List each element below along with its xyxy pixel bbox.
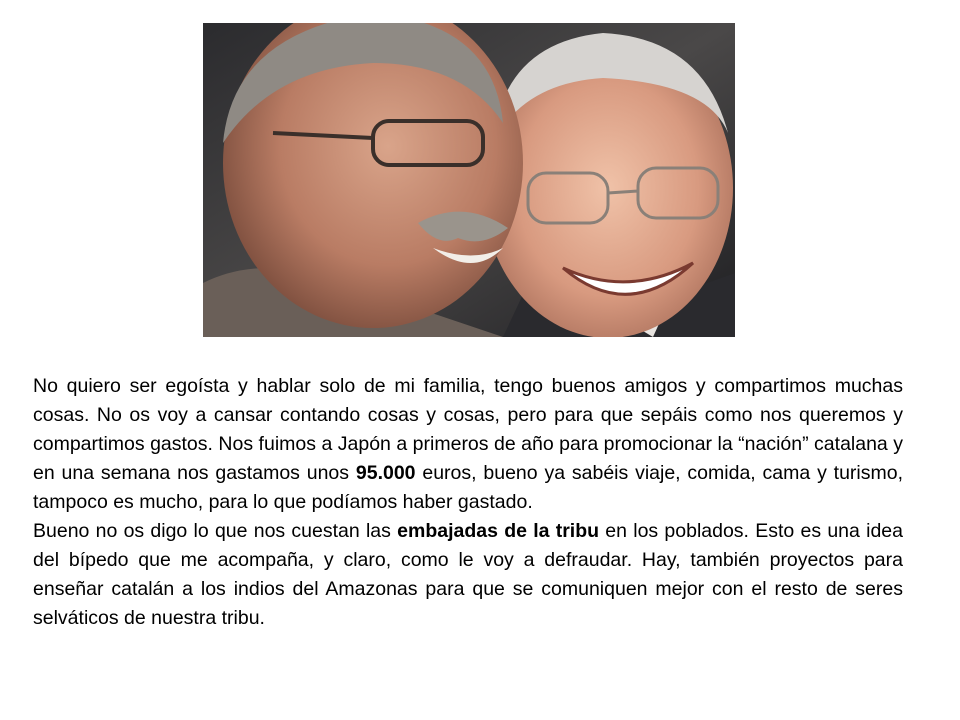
paragraph-2-bold-phrase: embajadas de la tribu xyxy=(397,520,600,542)
paragraph-2 xyxy=(33,517,903,633)
body-text xyxy=(33,372,903,633)
paragraph-1-text-a: No quiero ser egoísta y hablar solo de mi familia, tengo buenos amigos y compartimos muchas cosas. No os voy a cansar contando cosas y cosas, pero para que sepáis como nos queremos y compartimos gastos. Nos fuimos a Japón a primeros de año para promocionar la “nación” catalana y en una semana nos gastamos unos xyxy=(33,375,903,484)
paragraph-2-text-b: en los poblados. Esto es una idea del bípedo que me acompaña, y claro, como le voy a defraudar. Hay, también proyectos para enseñar catalán a los indios del Amazonas para que se comuniquen mejor con el resto de seres selváticos de nuestra tribu. xyxy=(33,520,903,629)
photo-illustration xyxy=(203,23,735,337)
photo-two-smiling-men xyxy=(203,23,735,337)
paragraph-1-bold-amount: 95.000 xyxy=(355,462,416,484)
paragraph-1-text-b: euros, bueno ya sabéis viaje, comida, cama y turismo, tampoco es mucho, para lo que podíamos haber gastado. xyxy=(33,462,903,513)
paragraph-1 xyxy=(33,372,903,517)
paragraph-2-text-a: Bueno no os digo lo que nos cuestan las xyxy=(33,520,398,542)
